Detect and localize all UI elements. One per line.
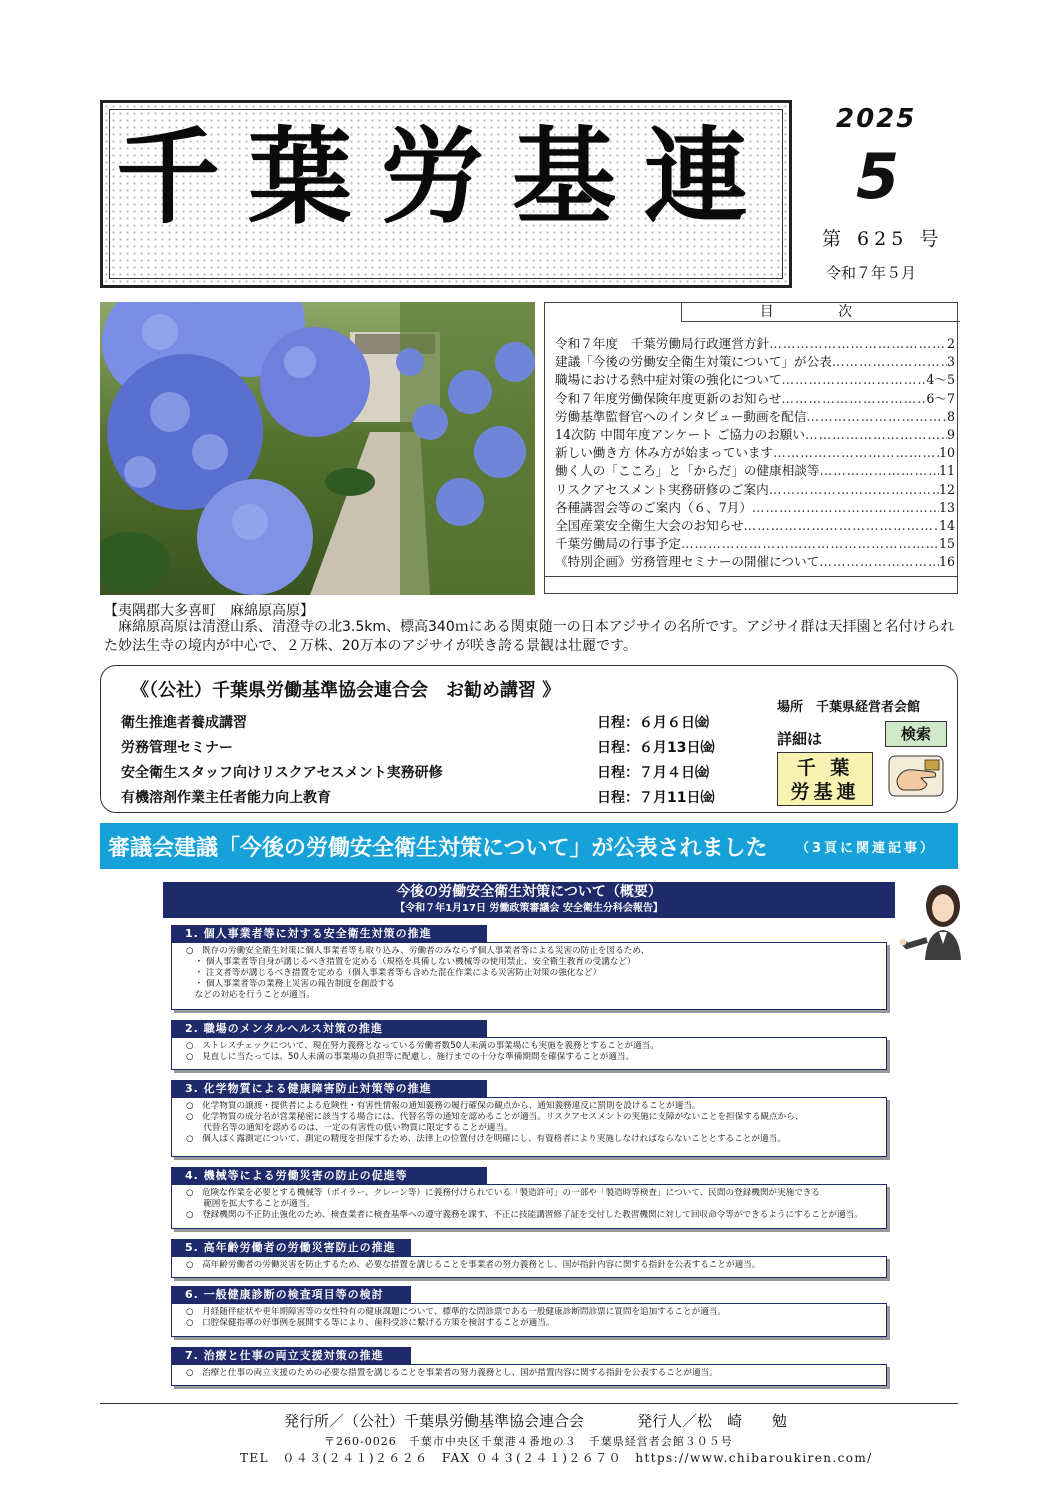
seminar-name: 衛生推進者養成講習 bbox=[121, 715, 247, 731]
section-4-body bbox=[171, 1184, 887, 1229]
toc-item-page: 6～7 bbox=[926, 390, 955, 406]
toc-item-page: 14 bbox=[938, 518, 955, 534]
issue-date: 令和７年５月 bbox=[826, 264, 917, 282]
toc-item[interactable] bbox=[555, 353, 955, 371]
footer-address: 〒260-0026 千葉市中央区千葉港４番地の３ 千葉県経営者会館３０５号 bbox=[324, 1435, 733, 1448]
hydrangea-illustration bbox=[100, 302, 535, 595]
section-1-body bbox=[171, 942, 887, 1010]
banner-headline: 審議会建議「今後の労働安全衛生対策について」が公表されました bbox=[108, 836, 768, 861]
seminar-name: 安全衛生スタッフ向けリスクアセスメント実務研修 bbox=[121, 765, 443, 781]
headline-banner bbox=[100, 823, 958, 869]
section-5-heading: 5. 高年齢労働者の労働災害防止の推進 bbox=[171, 1239, 411, 1257]
footer-contact[interactable]: TEL ０４３(２４１)２６２６ FAX ０４３(２４１)２６７０ https://www.chibaroukiren.com/ bbox=[240, 1451, 873, 1465]
search-keyword-line2: 労基連 bbox=[790, 781, 860, 803]
toc-item-page: 15 bbox=[938, 536, 955, 552]
seminar-name: 労務管理セミナー bbox=[121, 740, 233, 756]
toc-item[interactable] bbox=[555, 371, 955, 389]
issue-year: 2025 bbox=[836, 104, 917, 134]
toc-item-title: 職場における熱中症対策の強化について bbox=[555, 372, 782, 388]
search-button[interactable]: 検索 bbox=[885, 721, 947, 747]
toc-item-title: 千葉労働局の行事予定 bbox=[555, 536, 681, 552]
section-line: ・ 注文者等が講じるべき措置を定める（個人事業者等も含めた混在作業による災害防止対策の強化など） bbox=[186, 968, 602, 978]
toc-item[interactable] bbox=[555, 408, 955, 426]
seminar-row[interactable] bbox=[121, 734, 761, 759]
toc-heading: 目 次 bbox=[681, 303, 960, 322]
toc-item[interactable] bbox=[555, 517, 955, 535]
toc-item-title: リスクアセスメント実務研修のご案内 bbox=[555, 481, 769, 497]
toc-item[interactable] bbox=[555, 553, 955, 571]
search-keyword-line1: 千 葉 bbox=[796, 757, 854, 779]
section-line: ・ 個人事業者等の業務上災害の報告制度を創設する bbox=[186, 979, 395, 989]
toc-item[interactable] bbox=[555, 481, 955, 499]
toc-item[interactable] bbox=[555, 499, 955, 517]
seminar-date: 日程：６月13日㈮ bbox=[597, 740, 715, 756]
toc-item-title: 労働基準監督官へのインタビュー動画を配信 bbox=[555, 408, 807, 424]
section-6-heading: 6. 一般健康診断の検査項目等の検討 bbox=[171, 1286, 411, 1304]
table-of-contents bbox=[544, 302, 958, 594]
toc-item-title: 14次防 中間年度アンケート ご協力のお願い bbox=[555, 427, 805, 443]
toc-item-page: 8 bbox=[946, 408, 955, 424]
seminar-row[interactable] bbox=[121, 759, 761, 784]
section-line: ○ 治療と仕事の両立支援のための必要な措置を講じることを事業者の努力義務とし、国が措置内容に関する指針を公表することが適当。 bbox=[186, 1368, 718, 1378]
section-2-body bbox=[171, 1037, 887, 1070]
recommended-seminars bbox=[100, 665, 958, 813]
section-line: ○ 見直しに当たっては、50人未満の事業場の負担等に配慮し、施行までの十分な準備期間を確保することが適当。 bbox=[186, 1052, 635, 1062]
report-subtitle: 【令和７年1月17日 労働政策審議会 安全衛生分科会報告】 bbox=[395, 903, 663, 914]
presenter-woman-icon bbox=[897, 880, 973, 960]
toc-item-page: 10 bbox=[938, 445, 955, 461]
section-line: 代替名等の通知を認めるのは、一定の有害性の低い物質に限定することが適当。 bbox=[186, 1123, 513, 1133]
toc-item-title: 各種講習会等のご案内（６、7月） bbox=[555, 499, 752, 515]
section-5-body bbox=[171, 1256, 887, 1278]
section-7-heading: 7. 治療と仕事の両立支援対策の推進 bbox=[171, 1347, 411, 1365]
toc-item[interactable] bbox=[555, 535, 955, 553]
footer-publisher: 発行所／（公社）千葉県労働基準協会連合会 bbox=[284, 1412, 585, 1430]
toc-item-page: 3 bbox=[946, 354, 955, 370]
banner-related-note: （3頁に関連記事） bbox=[796, 841, 937, 856]
toc-item-page: 9 bbox=[946, 427, 955, 443]
section-3-body bbox=[171, 1097, 887, 1157]
masthead bbox=[100, 100, 792, 288]
toc-item-title: 令和７年度労働保険年度更新のお知らせ bbox=[555, 390, 782, 406]
section-7-body bbox=[171, 1364, 887, 1386]
section-line: などの対応を行うことが適当。 bbox=[186, 990, 315, 1000]
photo-caption-body: 麻綿原高原は清澄山系、清澄寺の北3.5km、標高340ｍにある関東随一の日本アジサイの名所です。アジサイ群は天拝園と名付けられた妙法生寺の境内が中心で、２万株、20万本のアジサイが咲き誇る景観は壮麗です。 bbox=[104, 619, 955, 654]
pointing-hand-icon bbox=[887, 750, 945, 800]
toc-item[interactable] bbox=[555, 335, 955, 353]
toc-item[interactable] bbox=[555, 390, 955, 408]
section-line: ○ 月経随伴症状や更年期障害等の女性特有の健康課題について、標準的な問診票である一般健康診断問診票に質問を追加することが適当。 bbox=[186, 1307, 726, 1317]
section-line: ○ 化学物質の成分名が営業秘密に該当する場合には、代替名等の通知を認めることが適当。リスクアセスメントの実施に支障がないことを担保する観点から、 bbox=[186, 1112, 804, 1122]
toc-item-title: 令和７年度 千葉労働局行政運営方針 bbox=[555, 336, 770, 351]
report-header bbox=[163, 882, 895, 918]
toc-item-page: 12 bbox=[938, 481, 955, 497]
toc-item-title: 働く人の「こころ」と「からだ」の健康相談等 bbox=[555, 463, 820, 479]
footer-issuer: 発行人／松 崎 勉 bbox=[637, 1412, 788, 1430]
section-line: ○ 登録機関の不正防止強化のため、検査業者に検査基準への遵守義務を課す、不正に技能講習修了証を交付した教習機関に対して回収命令等ができるようにすることが適当。 bbox=[186, 1210, 863, 1220]
toc-item-page: 13 bbox=[938, 499, 955, 515]
section-3-heading: 3. 化学物質による健康障害防止対策等の推進 bbox=[171, 1080, 487, 1098]
toc-item-title: 《特別企画》労務管理セミナーの開催について bbox=[555, 554, 820, 570]
footer-divider bbox=[100, 1403, 958, 1404]
search-keyword-box[interactable] bbox=[777, 752, 873, 806]
section-line: ○ 危険な作業を必要とする機械等（ボイラー、クレーン等）に義務付けられている「製造許可」の一部や「製造時等検査」について、民間の登録機関が実施できる bbox=[186, 1188, 820, 1198]
seminar-date: 日程：７月11日㈮ bbox=[597, 790, 715, 806]
section-line: ○ ストレスチェックについて、現在努力義務となっている労働者数50人未満の事業場にも実施を義務とすることが適当。 bbox=[186, 1041, 659, 1051]
newsletter-title: 千葉労基連 bbox=[115, 115, 776, 238]
seminar-venue: 場所 千葉県経営者会館 bbox=[777, 700, 921, 715]
issue-number: 第 625 号 bbox=[822, 228, 944, 250]
toc-footer-bar bbox=[544, 576, 958, 594]
toc-item[interactable] bbox=[555, 444, 955, 462]
section-6-body bbox=[171, 1303, 887, 1337]
seminar-date: 日程：７月４日㈮ bbox=[597, 765, 709, 781]
section-line: ○ 既存の労働安全衛生対策に個人事業者等も取り込み、労働者のみならず個人事業者等による災害の防止を図るため、 bbox=[186, 946, 650, 956]
toc-item-page: 11 bbox=[938, 463, 955, 479]
toc-item-page: 2 bbox=[946, 336, 955, 351]
section-line: ・ 個人事業者等自身が講じるべき措置を定める（規格を具備しない機械等の使用禁止、安全衛生教育の受講など） bbox=[186, 957, 636, 967]
seminar-row[interactable] bbox=[121, 709, 761, 734]
seminar-name: 有機溶剤作業主任者能力向上教育 bbox=[121, 790, 331, 806]
photo-caption-title: 【夷隅郡大多喜町 麻綿原高原】 bbox=[104, 603, 314, 619]
toc-list bbox=[555, 335, 955, 572]
toc-item-page: 16 bbox=[938, 554, 955, 570]
details-label: 詳細は bbox=[777, 730, 823, 748]
seminar-list bbox=[121, 709, 761, 809]
section-line: ○ 口腔保健指導の好事例を展開する等により、歯科受診に繋げる方策を検討することが適当。 bbox=[186, 1318, 555, 1328]
section-2-heading: 2. 職場のメンタルヘルス対策の推進 bbox=[171, 1020, 487, 1038]
issue-month: 5 bbox=[856, 140, 900, 213]
section-1-heading: 1. 個人事業者等に対する安全衛生対策の推進 bbox=[171, 925, 487, 943]
seminar-date: 日程：６月６日㈮ bbox=[597, 715, 709, 731]
section-line: ○ 化学物質の譲渡・提供者による危険性・有害性情報の通知義務の履行確保の観点から、通知義務違反に罰則を設けることが適当。 bbox=[186, 1101, 701, 1111]
section-line: 範囲を拡大することが適当。 bbox=[186, 1199, 315, 1209]
toc-item[interactable] bbox=[555, 462, 955, 480]
section-line: ○ 個人ばく露測定について、測定の精度を担保するため、法律上の位置付けを明確にし、有資格者により実施しなければならないこととすることが適当。 bbox=[186, 1134, 786, 1144]
toc-item[interactable] bbox=[555, 426, 955, 444]
toc-item-title: 新しい働き方 休み方が始まっています bbox=[555, 445, 774, 461]
section-4-heading: 4. 機械等による労働災害の防止の促進等 bbox=[171, 1167, 487, 1185]
toc-item-title: 建議「今後の労働安全衛生対策について」が公表 bbox=[555, 354, 832, 370]
hydrangea-photo bbox=[100, 302, 535, 595]
toc-item-title: 全国産業安全衛生大会のお知らせ bbox=[555, 518, 744, 534]
section-line: ○ 高年齢労働者の労働災害を防止するため、必要な措置を講じることを事業者の努力義務とし、国が指針内容に関する指針を公表することが適当。 bbox=[186, 1260, 761, 1270]
seminar-row[interactable] bbox=[121, 784, 761, 809]
seminars-title: 《（公社）千葉県労働基準協会連合会 お勧め講習 》 bbox=[131, 680, 561, 701]
report-title: 今後の労働安全衛生対策について（概要） bbox=[396, 884, 662, 900]
toc-item-page: 4～5 bbox=[926, 372, 955, 388]
